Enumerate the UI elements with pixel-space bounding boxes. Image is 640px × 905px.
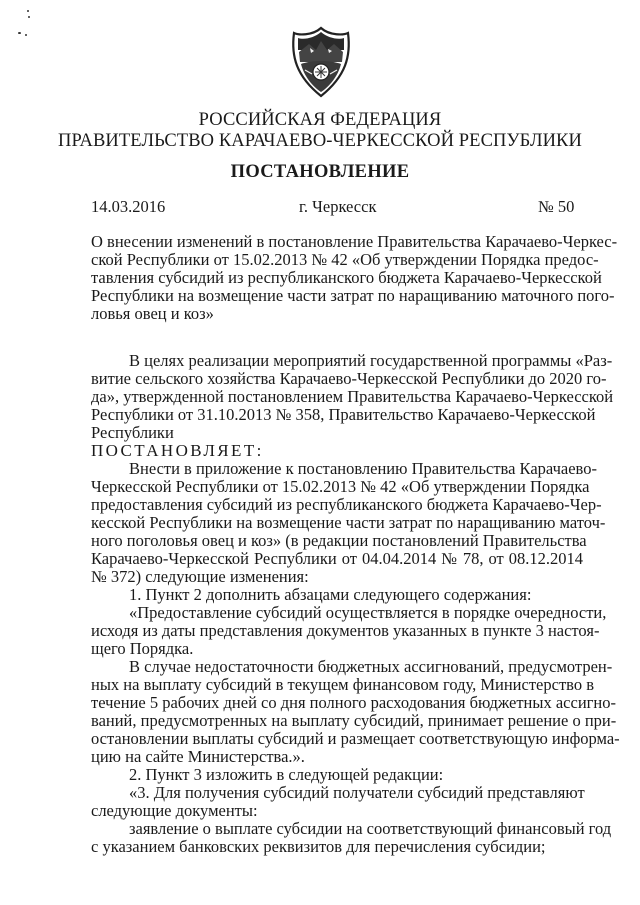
- subject-line: Республики на возмещение части затрат по наращиванию маточного пого-: [91, 286, 615, 305]
- preamble-line: В целях реализации мероприятий государственной программы «Раз-: [129, 351, 613, 370]
- document-city: г. Черкесск: [299, 197, 377, 216]
- document-type-title: ПОСТАНОВЛЕНИЕ: [230, 162, 410, 182]
- government-heading: ПРАВИТЕЛЬСТВО КАРАЧАЕВО-ЧЕРКЕССКОЙ РЕСПУБЛИКИ: [58, 131, 582, 151]
- main-line: кесской Республики на возмещение части затрат по наращиванию маточ-: [91, 513, 606, 532]
- scan-specks: [18, 10, 38, 40]
- para2-line: ваний, предусмотренных на выплату субсидий, принимает решение о при-: [91, 711, 617, 730]
- document-subject: [91, 232, 618, 323]
- document-body: [91, 351, 620, 856]
- main-line: Карачаево-Черкесской Республики от 04.04.2014 № 78, от 08.12.2014: [91, 549, 583, 568]
- para2-line: течение 5 рабочих дней со дня полного расходования бюджетных ассигно-: [91, 693, 616, 712]
- subject-line: О внесении изменений в постановление Правительства Карачаево-Черкес-: [91, 232, 618, 251]
- item-1: 1. Пункт 2 дополнить абзацами следующего содержания:: [129, 585, 532, 604]
- document-date: 14.03.2016: [91, 197, 166, 216]
- main-line: Внести в приложение к постановлению Правительства Карачаево-: [129, 459, 597, 478]
- quote1-line: «Предоставление субсидий осуществляется в порядке очередности,: [129, 603, 607, 622]
- para3-line: заявление о выплате субсидии на соответствующий финансовый год: [129, 819, 612, 838]
- preamble-line: Республики: [91, 423, 174, 442]
- preamble-line: Республики от 31.10.2013 № 358, Правительство Карачаево-Черкесской: [91, 405, 596, 424]
- subject-line: ловья овец и коз»: [91, 304, 214, 323]
- country-heading: РОССИЙСКАЯ ФЕДЕРАЦИЯ: [198, 110, 442, 130]
- document-number: № 50: [538, 197, 575, 216]
- item-2: 2. Пункт 3 изложить в следующей редакции:: [129, 765, 444, 784]
- main-line: Черкесской Республики от 15.02.2013 № 42 «Об утверждении Порядка: [91, 477, 590, 496]
- quote2-line: следующие документы:: [91, 801, 258, 820]
- para2-line: ных на выплату субсидий в текущем финансовом году, Министерство в: [91, 675, 595, 694]
- para2-line: цию на сайте Министерства.».: [91, 747, 305, 766]
- decree-word: ПОСТАНОВЛЯЕТ:: [91, 441, 264, 460]
- quote1-line: исходя из даты представления документов указанных в пункте 3 настоя-: [91, 621, 600, 640]
- main-line: ного поголовья овец и коз» (в редакции постановлений Правительства: [91, 531, 587, 550]
- coat-of-arms-emblem: [290, 26, 352, 98]
- main-line: № 372) следующие изменения:: [91, 567, 309, 586]
- subject-line: ской Республики от 15.02.2013 № 42 «Об утверждении Порядка предос-: [91, 250, 599, 269]
- preamble-line: витие сельского хозяйства Карачаево-Черкесской Республики до 2020 го-: [91, 369, 607, 388]
- para2-line: В случае недостаточности бюджетных ассигнований, предусмотрен-: [129, 657, 613, 676]
- preamble-line: да», утвержденной постановлением Правительства Карачаево-Черкесской: [91, 387, 614, 406]
- para2-line: остановлении выплаты субсидий и размещает соответствующую информа-: [91, 729, 620, 748]
- para3-line: с указанием банковских реквизитов для перечисления субсидии;: [91, 837, 546, 856]
- quote2-line: «3. Для получения субсидий получатели субсидий представляют: [129, 783, 585, 802]
- main-line: предоставления субсидий из республиканского бюджета Карачаево-Чер-: [91, 495, 602, 514]
- subject-line: тавления субсидий из республиканского бюджета Карачаево-Черкесской: [91, 268, 602, 287]
- quote1-line: щего Порядка.: [91, 639, 194, 658]
